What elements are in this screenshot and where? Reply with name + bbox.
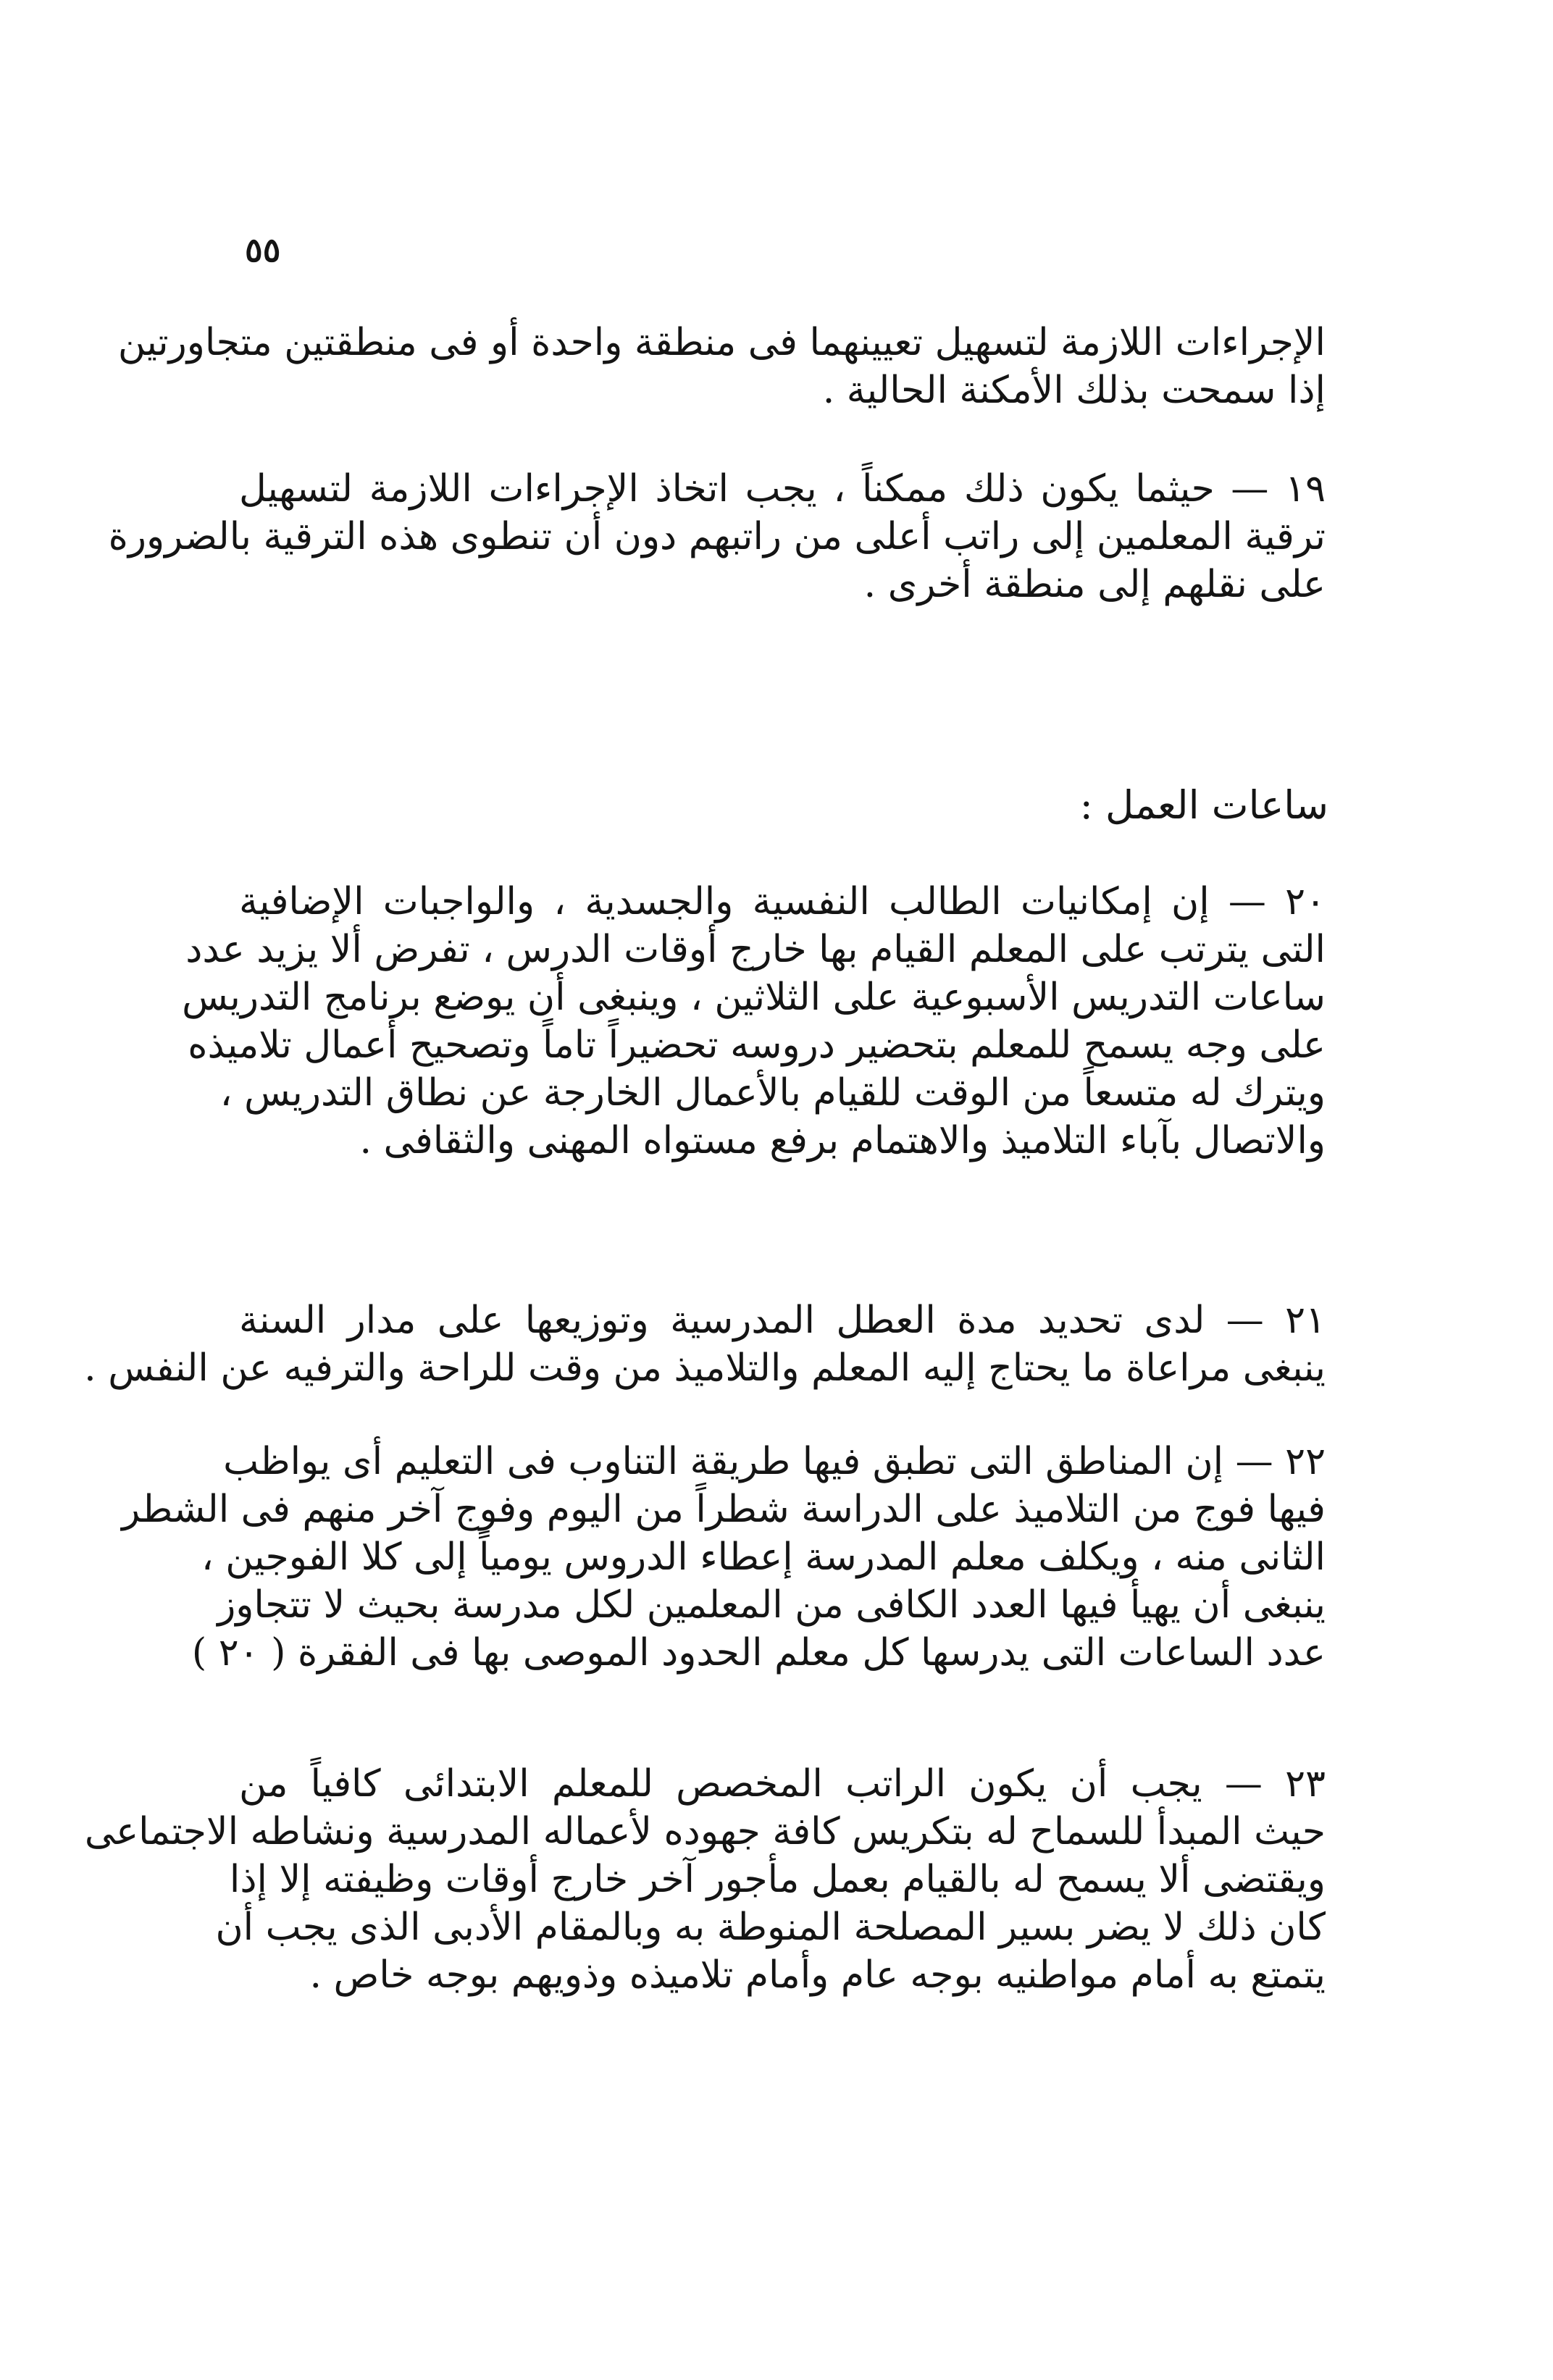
text-line: ٢٣ — يجب أن يكون الراتب المخصص للمعلم الابتدائى كافياً من (239, 1762, 1326, 1806)
text-line: الإجراءات اللازمة لتسهيل تعيينهما فى منطقة واحدة أو فى منطقتين متجاورتين (117, 321, 1326, 364)
page-number: ٥٥ (245, 230, 281, 269)
text-line: على نقلهم إلى منطقة أخرى . (863, 563, 1326, 606)
text-line: كان ذلك لا يضر بسير المصلحة المنوطة به وبالمقام الأدبى الذى يجب أن (215, 1906, 1326, 1949)
text-line: ينبغى مراعاة ما يحتاج إليه المعلم والتلاميذ من وقت للراحة والترفيه عن النفس . (84, 1346, 1326, 1390)
paragraph-19 (108, 465, 1326, 608)
text-line: فيها فوج من التلاميذ على الدراسة شطراً من اليوم وفوج آخر منهم فى الشطر (122, 1488, 1326, 1531)
intro-paragraph (117, 319, 1326, 414)
text-line: ويقتضى ألا يسمح له بالقيام بعمل مأجور آخر خارج أوقات وظيفته إلا إذا (229, 1858, 1326, 1901)
text-line: عدد الساعات التى يدرسها كل معلم الحدود الموصى بها فى الفقرة ( ٢٠ ) (191, 1631, 1326, 1675)
text-line: التى يترتب على المعلم القيام بها خارج أوقات الدرس ، تفرض ألا يزيد عدد (185, 928, 1326, 971)
text-line: على وجه يسمح للمعلم بتحضير دروسه تحضيراً تاماً وتصحيح أعمال تلاميذه (188, 1023, 1326, 1067)
text-line: ينبغى أن يهيأ فيها العدد الكافى من المعلمين لكل مدرسة بحيث لا تتجاوز (217, 1583, 1326, 1627)
paragraph-20 (182, 878, 1326, 1165)
text-line: يتمتع به أمام مواطنيه بوجه عام وأمام تلاميذه وذويهم بوجه خاص . (309, 1953, 1326, 1997)
text-line: ٢٠ — إن إمكانيات الطالب النفسية والجسدية ، والواجبات الإضافية (239, 880, 1326, 923)
text-line: ترقية المعلمين إلى راتب أعلى من راتبهم دون أن تنطوى هذه الترقية بالضرورة (108, 515, 1326, 558)
text-line: الثانى منه ، ويكلف معلم المدرسة إعطاء الدروس يومياً إلى كلا الفوجين ، (201, 1535, 1326, 1579)
text-line: ساعات التدريس الأسبوعية على الثلاثين ، وينبغى أن يوضع برنامج التدريس (182, 976, 1326, 1019)
text-line: والاتصال بآباء التلاميذ والاهتمام برفع مستواه المهنى والثقافى . (359, 1119, 1326, 1162)
text-line: ١٩ — حيثما يكون ذلك ممكناً ، يجب اتخاذ الإجراءات اللازمة لتسهيل (239, 467, 1326, 511)
text-line: ٢١ — لدى تحديد مدة العطل المدرسية وتوزيعها على مدار السنة (239, 1299, 1326, 1342)
text-line: ويترك له متسعاً من الوقت للقيام بالأعمال الخارجة عن نطاق التدريس ، (219, 1071, 1326, 1115)
section-heading: ساعات العمل : (1079, 782, 1328, 828)
paragraph-21 (84, 1296, 1326, 1392)
text-line: ٢٢ — إن المناطق التى تطبق فيها طريقة التناوب فى التعليم أى يواظب (223, 1440, 1326, 1483)
text-line: إذا سمحت بذلك الأمكنة الحالية . (822, 369, 1326, 412)
text-line: حيث المبدأ للسماح له بتكريس كافة جهوده لأعماله المدرسية ونشاطه الاجتماعى (84, 1810, 1326, 1853)
paragraph-23 (84, 1760, 1326, 1999)
paragraph-22 (122, 1438, 1326, 1677)
